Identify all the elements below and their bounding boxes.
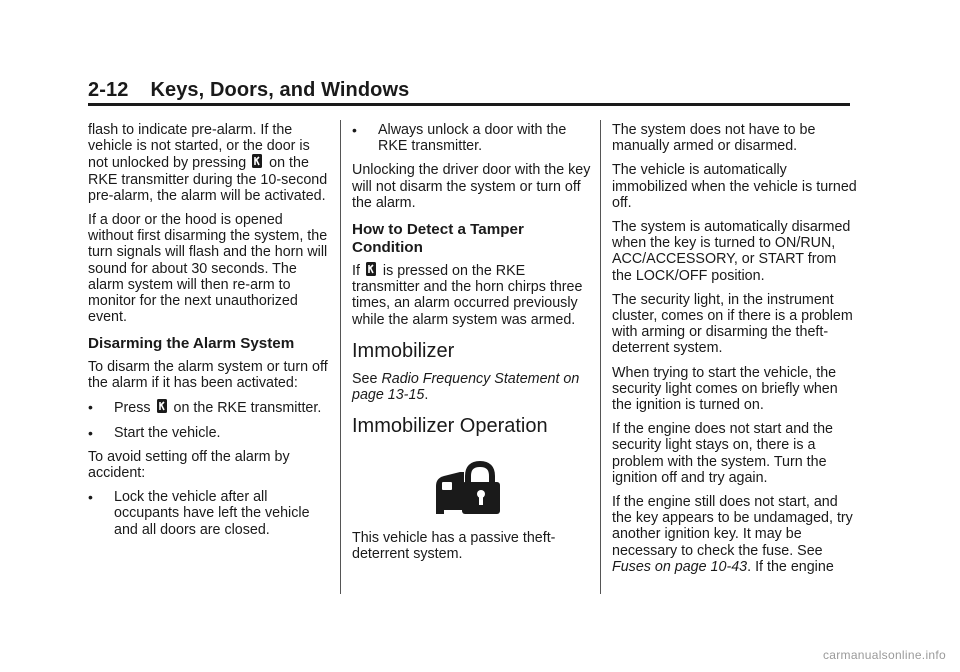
heading-immobilizer-operation: Immobilizer Operation	[352, 415, 548, 438]
paragraph	[88, 122, 330, 204]
paragraph: Unlocking the driver door with the key will not disarm the system or turn off the alarm.	[352, 162, 591, 211]
text: on the RKE transmitter.	[173, 400, 322, 417]
column-2	[352, 122, 596, 571]
list-item	[88, 399, 330, 416]
text: flash to indicate pre-alarm. If the vehicle is not started, or the door is not unlocked by pressing	[88, 122, 310, 172]
paragraph	[612, 494, 860, 575]
paragraph: The system is automatically disarmed when the key is turned to ON/RUN, ACC/ACCESSORY, or START from the LOCK/OFF position.	[612, 219, 851, 284]
cross-reference-link[interactable]: Fuses on page 10-43	[612, 558, 748, 575]
heading-disarming-alarm: Disarming the Alarm System	[88, 335, 295, 353]
text: Lock the vehicle after all occupants have left the vehicle and all doors are closed.	[114, 489, 310, 538]
bullet: •	[352, 122, 357, 138]
paragraph	[352, 262, 596, 328]
text: is pressed on the RKE transmitter and the horn chirps three times, an alarm occurred previously while the alarm system was armed.	[352, 263, 583, 328]
paragraph	[352, 371, 596, 403]
text: Press	[114, 400, 151, 417]
paragraph: The security light, in the instrument cluster, comes on if there is a problem with arming or disarming the theft-deterrent system.	[612, 291, 853, 357]
column-divider-1	[340, 120, 341, 594]
heading-immobilizer: Immobilizer	[352, 339, 455, 362]
paragraph: To avoid setting off the alarm by accident:	[88, 448, 290, 481]
paragraph: When trying to start the vehicle, the security light comes on briefly when the ignition is turned on.	[612, 364, 838, 414]
immobilizer-security-icon	[434, 460, 502, 516]
section-title: Keys, Doors, and Windows	[150, 79, 410, 101]
list-item	[88, 425, 330, 441]
page-header	[88, 79, 409, 102]
watermark: carmanualsonline.info	[822, 648, 946, 662]
header-rule	[88, 103, 850, 106]
paragraph: If the engine does not start and the security light stays on, there is a problem with the system. Turn the ignition off and try again.	[612, 421, 833, 486]
paragraph: If a door or the hood is opened without first disarming the system, the turn signals will flash and the horn will sound for about 30 seconds. The alarm system will then re-arm to monitor for the next unauthorized event.	[88, 212, 328, 326]
key-fob-icon	[366, 262, 376, 276]
text: If the engine still does not start, and the key appears to be undamaged, try another ignition key. It may be necessary to check the fuse. See	[612, 494, 853, 559]
key-fob-icon	[252, 154, 262, 168]
column-3	[612, 122, 860, 583]
text: on the RKE transmitter during the 10-second pre-alarm, the alarm will be activated.	[88, 155, 328, 204]
paragraph: The vehicle is automatically immobilized when the vehicle is turned off.	[612, 162, 857, 211]
text: . If the engine	[747, 558, 834, 575]
text: If	[352, 263, 360, 280]
page-number: 2-12	[88, 79, 129, 101]
heading-tamper-condition: How to Detect a Tamper Condition	[352, 221, 524, 256]
text: Always unlock a door with the RKE transmitter.	[378, 122, 567, 155]
cross-reference-link[interactable]: Radio Frequency Statement on page 13-15	[352, 370, 580, 404]
bullet: •	[88, 489, 93, 506]
paragraph: To disarm the alarm system or turn off the alarm if it has been activated:	[88, 358, 328, 392]
column-1	[88, 122, 330, 546]
text: Start the vehicle.	[114, 424, 221, 441]
column-divider-2	[600, 120, 601, 594]
list-item	[352, 122, 596, 154]
list-item	[88, 489, 330, 538]
bullet: •	[88, 424, 93, 441]
key-fob-icon	[157, 399, 167, 413]
paragraph: The system does not have to be manually armed or disarmed.	[612, 122, 816, 155]
text: See	[352, 370, 378, 387]
bullet: •	[88, 399, 93, 416]
text: .	[424, 387, 429, 404]
paragraph: This vehicle has a passive theft-deterrent system.	[352, 530, 556, 563]
